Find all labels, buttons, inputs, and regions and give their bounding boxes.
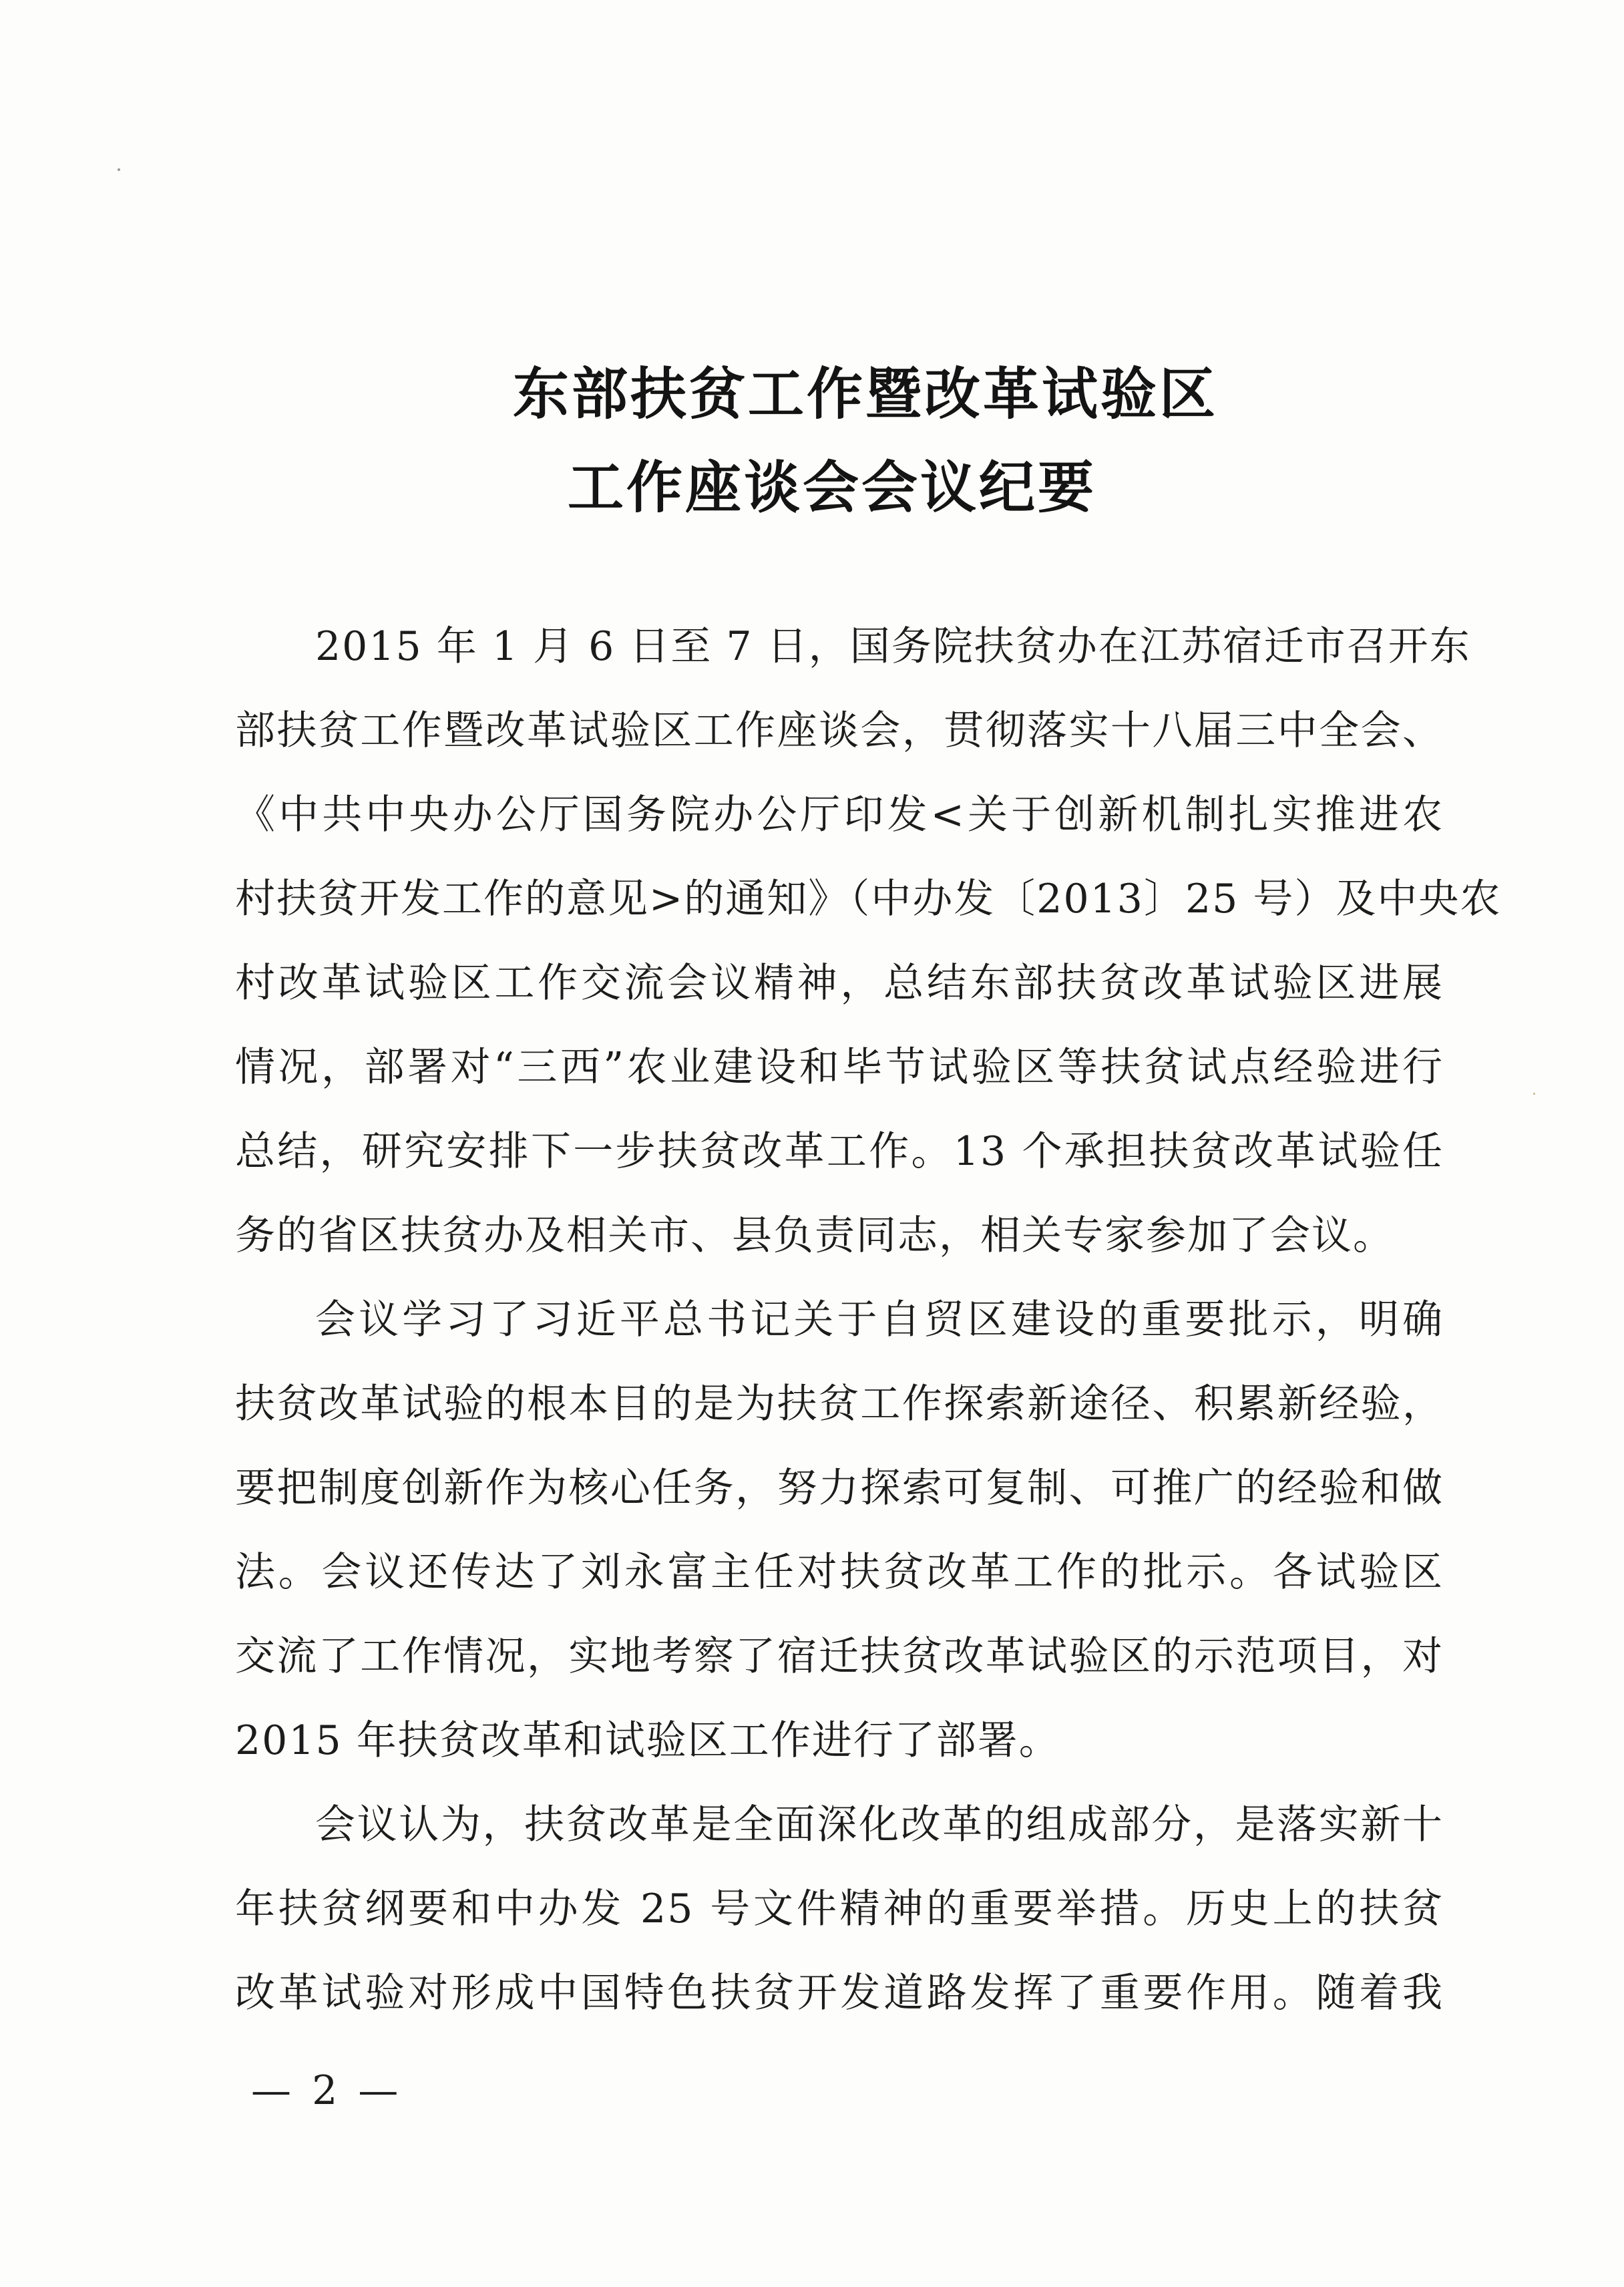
title-line-2: 工作座谈会会议纪要 [567,454,1096,520]
paragraph-2 [235,1278,1444,1783]
text-line: 法。会议还传达了刘永富主任对扶贫改革工作的批示。各试验区 [235,1549,1444,1596]
text-line: 村扶贫开发工作的意见>的通知》（中办发〔2013〕25 号）及中央农 [235,876,1502,922]
text-line: 村改革试验区工作交流会议精神，总结东部扶贫改革试验区进展 [235,960,1444,1007]
document-body [235,604,1502,2035]
text-line: 会议学习了习近平总书记关于自贸区建设的重要批示，明确 [315,1296,1444,1343]
paragraph-1 [235,604,1502,1278]
text-line: 交流了工作情况，实地考察了宿迁扶贫改革试验区的示范项目，对 [235,1633,1444,1680]
text-line: 总结，研究安排下一步扶贫改革工作。13 个承担扶贫改革试验任 [235,1128,1444,1175]
text-line: 要把制度创新作为核心任务，努力探索可复制、可推广的经验和做 [235,1465,1444,1512]
text-line: 情况，部署对“三西”农业建设和毕节试验区等扶贫试点经验进行 [235,1044,1444,1091]
scan-speck [1533,1093,1535,1095]
text-line: 2015 年扶贫改革和试验区工作进行了部署。 [235,1717,1060,1764]
text-line: 改革试验对形成中国特色扶贫开发道路发挥了重要作用。随着我 [235,1970,1444,2016]
text-line: 扶贫改革试验的根本目的是为扶贫工作探索新途径、积累新经验， [235,1381,1444,1427]
text-line: 部扶贫工作暨改革试验区工作座谈会，贯彻落实十八届三中全会、 [235,707,1444,754]
text-line: 务的省区扶贫办及相关市、县负责同志，相关专家参加了会议。 [235,1212,1394,1259]
scan-speck [118,168,120,171]
page-number: — 2 — [251,2067,403,2114]
text-line: 年扶贫纲要和中办发 25 号文件精神的重要举措。历史上的扶贫 [235,1886,1444,1932]
paragraph-3 [235,1783,1444,2035]
text-line: 会议认为，扶贫改革是全面深化改革的组成部分，是落实新十 [315,1801,1444,1848]
document-title [0,347,1624,534]
text-line: 2015 年 1 月 6 日至 7 日，国务院扶贫办在江苏宿迁市召开东 [315,623,1471,670]
text-line: 《中共中央办公厅国务院办公厅印发<关于创新机制扎实推进农 [235,791,1444,838]
title-line-1: 东部扶贫工作暨改革试验区 [512,361,1218,427]
